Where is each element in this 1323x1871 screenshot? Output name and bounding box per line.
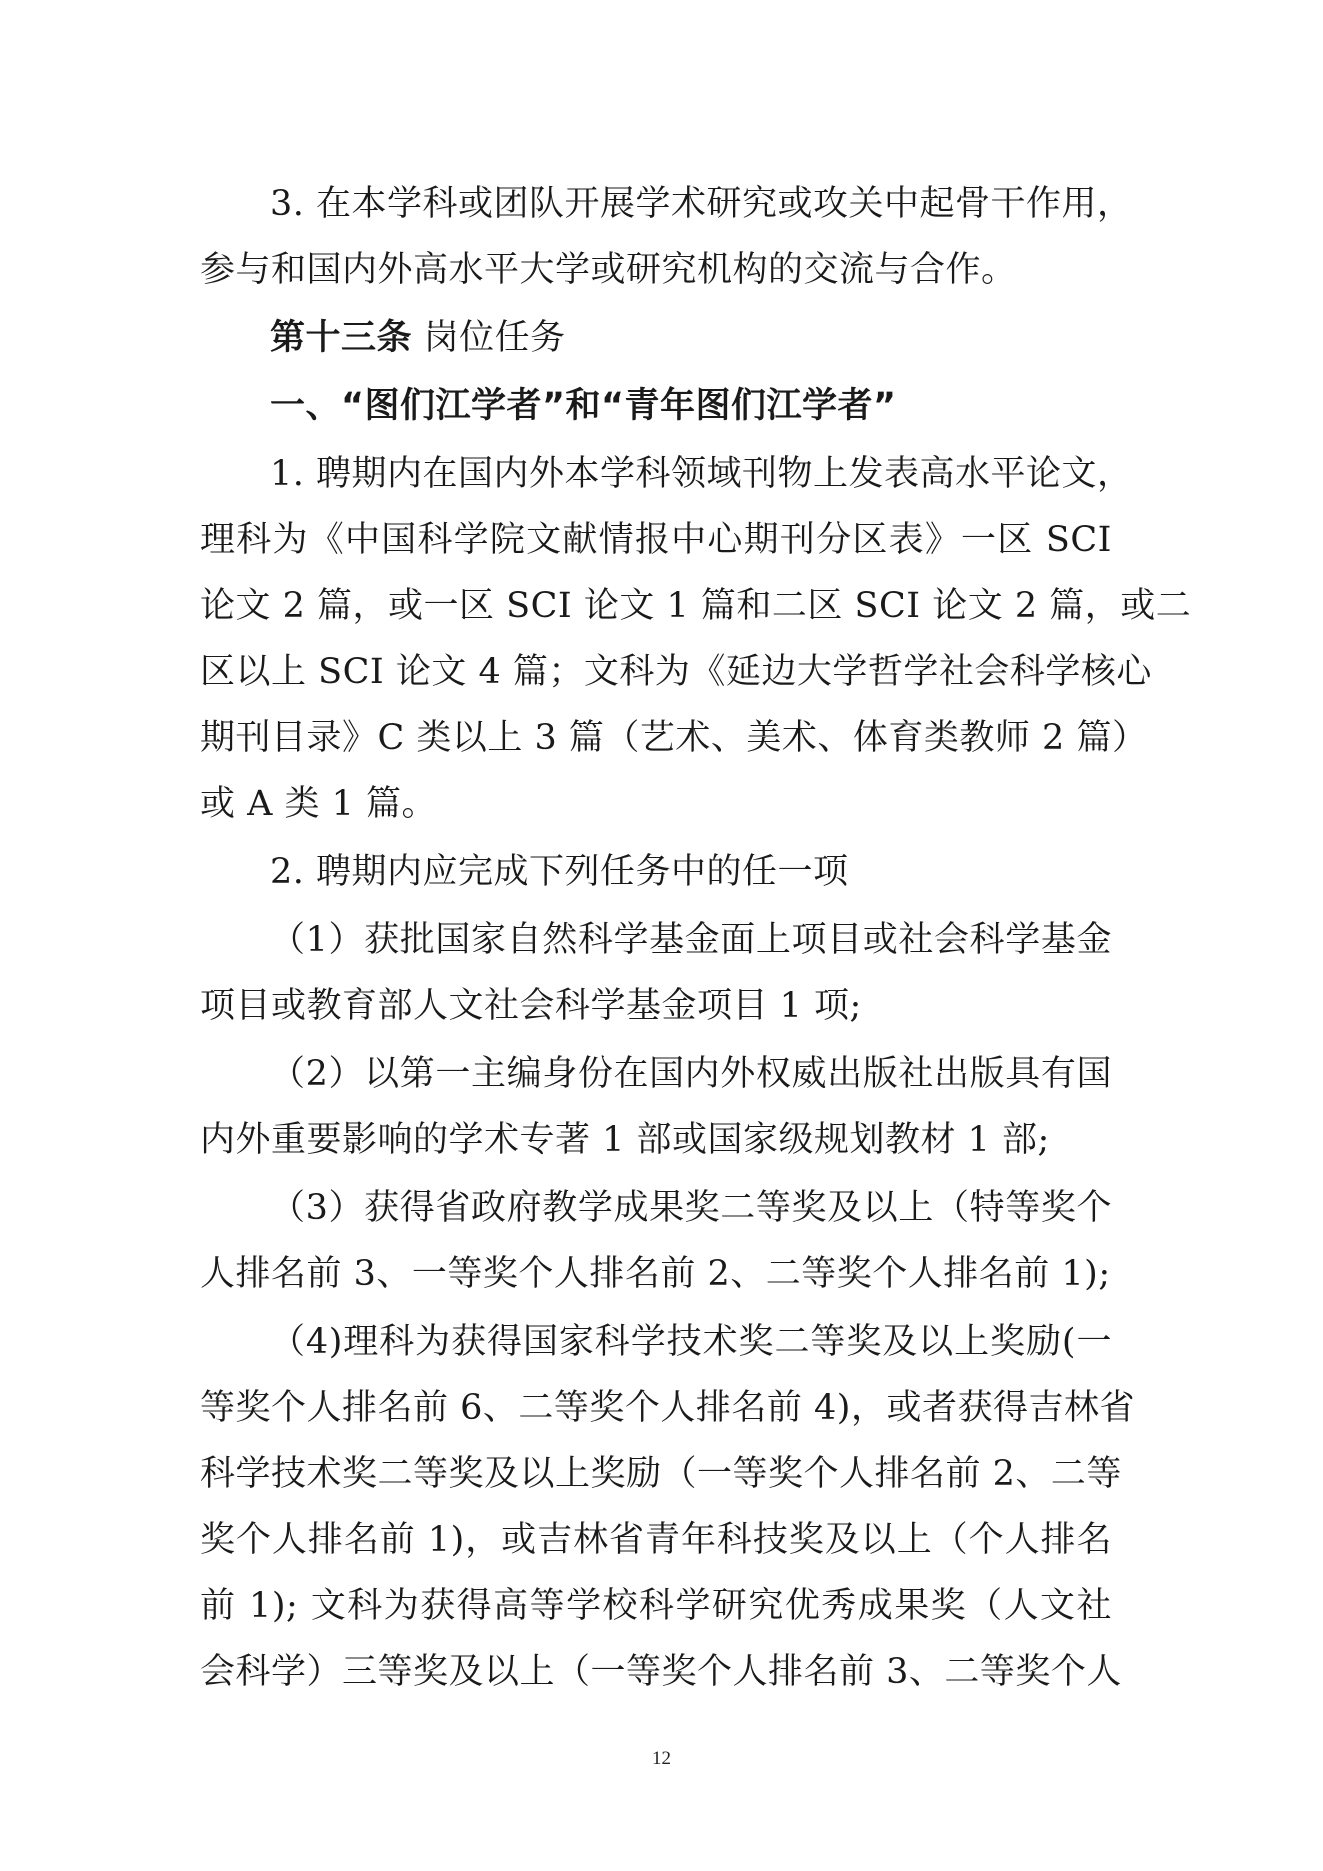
list-item-line: 项目或教育部人文社会科学基金项目 1 项; [200,986,862,1026]
list-item-line: 人排名前 3、一等奖个人排名前 2、二等奖个人排名前 1); [200,1254,1111,1294]
list-item-line: （3）获得省政府教学成果奖二等奖及以上（特等奖个 [270,1188,1112,1228]
section-heading: 一、“图们江学者”和“青年图们江学者” [270,386,897,426]
paragraph-line: 期刊目录》C 类以上 3 篇（艺术、美术、体育类教师 2 篇） [200,718,1148,758]
paragraph-line: 参与和国内外高水平大学或研究机构的交流与合作。 [200,250,1017,290]
paragraph-line: 1. 聘期内在国内外本学科领域刊物上发表高水平论文， [270,454,1133,494]
article-title: 岗位任务 [423,318,566,358]
paragraph-line: 3. 在本学科或团队开展学术研究或攻关中起骨干作用， [270,184,1133,224]
list-item-line: 奖个人排名前 1)，或吉林省青年科技奖及以上（个人排名 [200,1520,1112,1560]
paragraph-line: 区以上 SCI 论文 4 篇；文科为《延边大学哲学社会科学核心 [200,652,1152,692]
page-number: 12 [652,1748,671,1769]
list-item-line: （4)理科为获得国家科学技术奖二等奖及以上奖励(一 [270,1322,1112,1362]
paragraph-line: 论文 2 篇，或一区 SCI 论文 1 篇和二区 SCI 论文 2 篇，或二 [200,586,1192,626]
paragraph-line: 2. 聘期内应完成下列任务中的任一项 [270,852,849,892]
list-item-line: 内外重要影响的学术专著 1 部或国家级规划教材 1 部; [200,1120,1050,1160]
paragraph-line: 理科为《中国科学院文献情报中心期刊分区表》一区 SCI [200,520,1112,560]
list-item-line: （2）以第一主编身份在国内外权威出版社出版具有国 [270,1054,1112,1094]
paragraph-line: 或 A 类 1 篇。 [200,784,438,824]
article-number: 第十三条 [270,318,413,358]
list-item-line: （1）获批国家自然科学基金面上项目或社会科学基金 [270,920,1112,960]
article-heading [270,305,1112,371]
list-item-line: 前 1); 文科为获得高等学校科学研究优秀成果奖（人文社 [200,1586,1112,1626]
list-item-line: 科学技术奖二等奖及以上奖励（一等奖个人排名前 2、二等 [200,1454,1122,1494]
list-item-line: 等奖个人排名前 6、二等奖个人排名前 4)，或者获得吉林省 [200,1388,1135,1428]
list-item-line: 会科学）三等奖及以上（一等奖个人排名前 3、二等奖个人 [200,1652,1122,1692]
